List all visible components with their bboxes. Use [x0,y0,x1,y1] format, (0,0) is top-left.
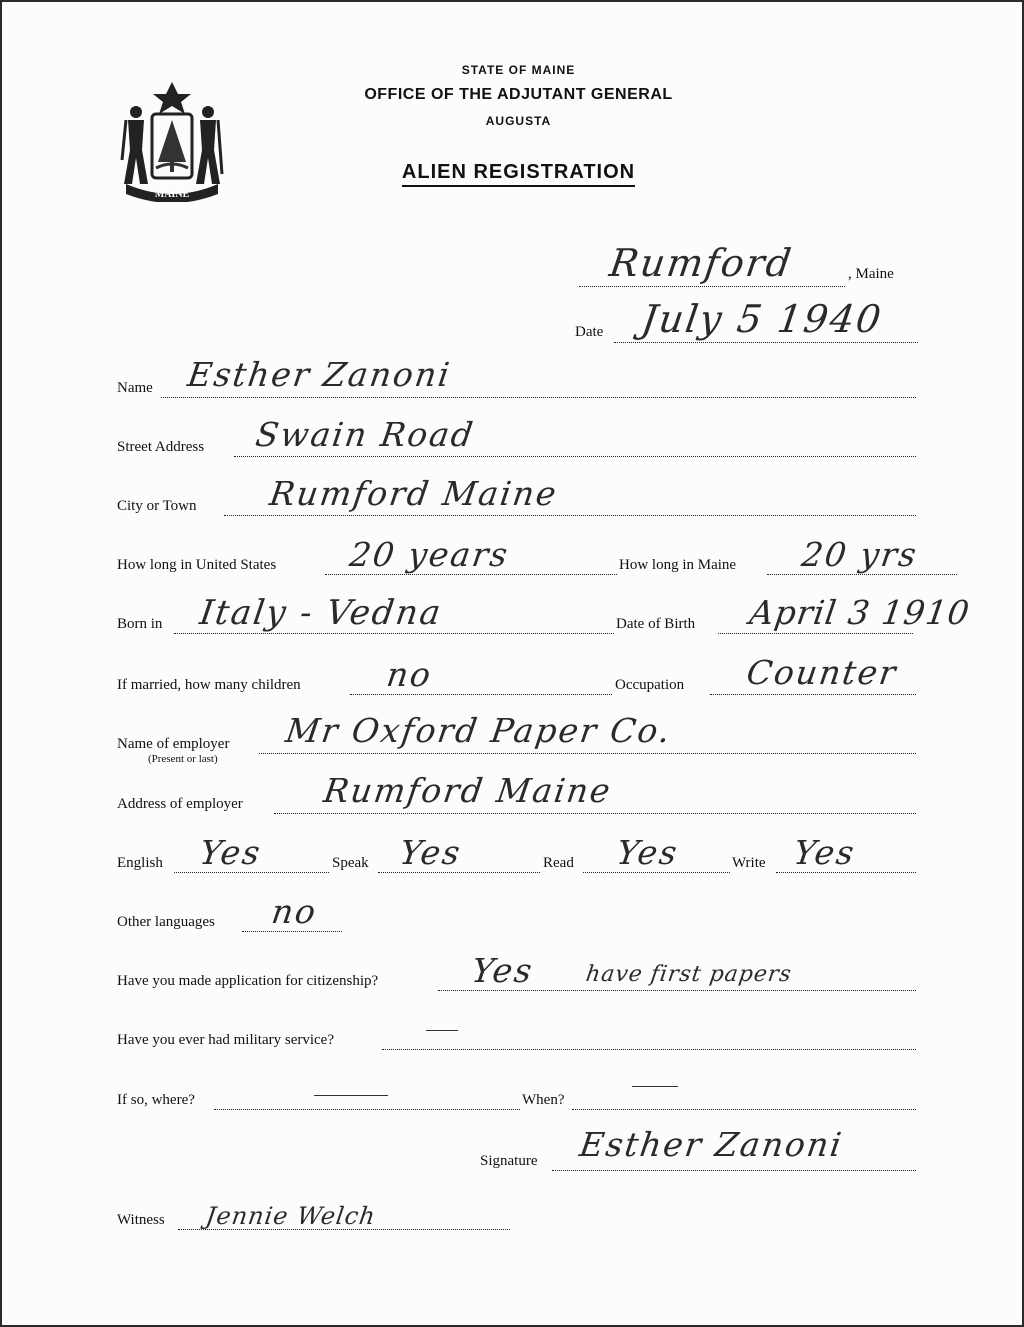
name-label: Name [117,380,153,396]
street-line [234,456,916,457]
children-label: If married, how many children [117,677,301,693]
state-heading: STATE OF MAINE [461,63,576,77]
dob-value: April 3 1910 [747,593,973,632]
dob-line [718,633,913,634]
when-line [572,1109,916,1110]
employer-value: Mr Oxford Paper Co. [283,711,675,750]
born-in-line [174,633,614,634]
english-value: Yes [197,833,265,872]
city-label: City or Town [117,498,197,514]
signature-label: Signature [480,1153,538,1169]
write-value: Yes [791,833,859,872]
citizenship-label: Have you made application for citizenship? [117,973,379,989]
how-long-maine-value: 20 yrs [799,535,921,574]
citizenship-value: Yes [469,951,537,990]
registration-form [2,2,1022,1325]
military-line [382,1049,916,1050]
name-value: Esther Zanoni [185,355,454,394]
street-label: Street Address [117,439,205,455]
speak-line [378,872,540,873]
how-long-maine-line [767,574,957,575]
maine-label: , Maine [848,266,894,282]
how-long-us-value: 20 years [347,535,512,574]
write-label: Write [732,855,766,871]
children-value: no [384,655,435,694]
page-title: ALIEN REGISTRATION [2,161,1022,184]
where-dash [314,1095,388,1096]
how-long-us-label: How long in United States [117,557,277,573]
when-dash [632,1086,678,1087]
english-label: English [117,855,163,871]
seal-banner-text: MAINE [154,189,190,200]
when-label: When? [522,1092,565,1108]
employer-label: Name of employer [117,736,230,752]
town-value: Rumford [606,241,796,285]
citizenship-note: have first papers [584,962,794,987]
military-label: Have you ever had military service? [117,1032,334,1048]
speak-value: Yes [397,833,465,872]
signature-line [552,1170,916,1171]
where-label: If so, where? [117,1092,195,1108]
date-value: July 5 1940 [638,297,886,341]
name-line [161,397,916,398]
occupation-label: Occupation [615,677,685,693]
other-languages-label: Other languages [117,914,215,930]
witness-label: Witness [117,1212,165,1228]
children-line [350,694,612,695]
date-label: Date [575,324,604,340]
write-line [776,872,916,873]
employer-address-label: Address of employer [117,796,243,812]
occupation-line [710,694,916,695]
speak-label: Speak [332,855,369,871]
office-heading: OFFICE OF THE ADJUTANT GENERAL [364,86,673,103]
born-in-value: Italy - Vedna [197,593,445,633]
read-value: Yes [614,833,682,872]
signature-value: Esther Zanoni [577,1125,846,1164]
employer-address-value: Rumford Maine [321,771,615,810]
where-line [214,1109,520,1110]
witness-value: Jennie Welch [204,1202,378,1230]
town-line [579,286,845,287]
occupation-value: Counter [744,653,900,692]
dob-label: Date of Birth [616,616,696,632]
born-in-label: Born in [117,616,163,632]
employer-note: (Present or last) [148,753,218,765]
how-long-us-line [325,574,617,575]
other-languages-value: no [269,892,320,931]
street-value: Swain Road [253,415,478,454]
other-languages-line [242,931,342,932]
citizenship-line [438,990,916,991]
read-label: Read [543,855,574,871]
read-line [583,872,730,873]
city-line [224,515,916,516]
date-line [614,342,918,343]
how-long-maine-label: How long in Maine [619,557,737,573]
city-value: Rumford Maine [267,474,561,513]
city-heading: AUGUSTA [485,114,552,128]
military-dash [426,1030,458,1031]
employer-line [259,753,916,754]
english-line [174,872,329,873]
employer-address-line [274,813,916,814]
